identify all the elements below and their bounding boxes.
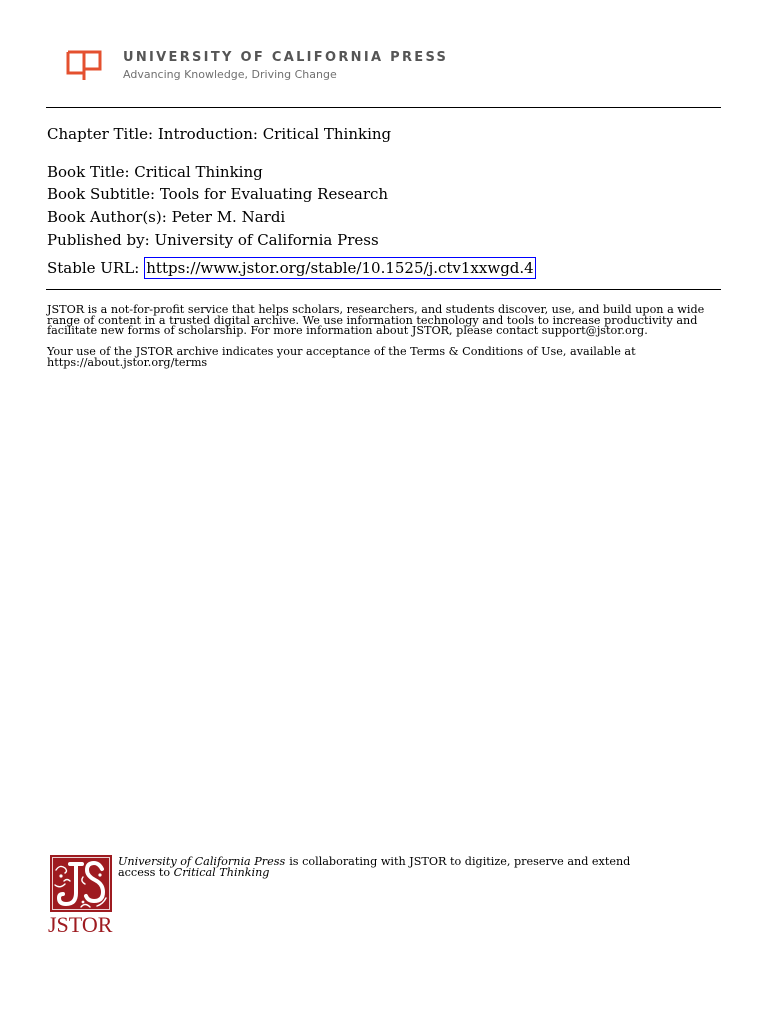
- header-divider: [46, 107, 721, 108]
- collaboration-statement: [118, 856, 630, 878]
- collaboration-line-2: [118, 867, 630, 878]
- publisher-line: [47, 231, 379, 249]
- publisher-tagline: Advancing Knowledge, Driving Change: [123, 68, 337, 81]
- jstor-wordmark: JSTOR: [48, 912, 113, 937]
- terms-line: Your use of the JSTOR archive indicates your acceptance of the Terms & Conditions of Use, available at: [47, 345, 636, 358]
- publisher-name: UNIVERSITY OF CALIFORNIA PRESS: [123, 50, 449, 65]
- collaborating-publisher: University of California Press: [118, 854, 286, 868]
- book-subtitle-value: Tools for Evaluating Research: [159, 185, 389, 203]
- book-title-line: [47, 163, 263, 181]
- about-line: facilitate new forms of scholarship. For more information about JSTOR, please contact support@jstor.org.: [47, 324, 648, 337]
- jstor-logo-icon: [50, 855, 112, 912]
- stable-url-line: [47, 257, 536, 279]
- book-author-value: Peter M. Nardi: [171, 208, 286, 226]
- book-title-value: Critical Thinking: [134, 163, 263, 181]
- publisher-label: Published by:: [47, 231, 150, 249]
- uc-press-logo-icon: [66, 50, 102, 82]
- book-title-label: Book Title:: [47, 163, 130, 181]
- chapter-title-value: Introduction: Critical Thinking: [157, 125, 392, 143]
- collaboration-book-title: Critical Thinking: [173, 865, 270, 879]
- publisher-value: University of California Press: [154, 231, 379, 249]
- about-line: JSTOR is a not-for-profit service that helps scholars, researchers, and students discover, use, and build upon a wide: [47, 303, 705, 316]
- book-author-label: Book Author(s):: [47, 208, 167, 226]
- chapter-title-label: Chapter Title:: [47, 125, 154, 143]
- about-line: range of content in a trusted digital archive. We use information technology and tools to increase productivity and: [47, 313, 698, 327]
- chapter-title-line: [47, 125, 391, 143]
- stable-url-label: Stable URL:: [47, 259, 140, 277]
- book-subtitle-line: [47, 185, 388, 203]
- jstor-about-paragraph: [47, 305, 704, 337]
- collaboration-text: is collaborating with JSTOR to digitize, preserve and extend: [289, 854, 631, 868]
- stable-url-link[interactable]: https://www.jstor.org/stable/10.1525/j.ctv1xxwgd.4: [146, 259, 534, 277]
- terms-line: https://about.jstor.org/terms: [47, 355, 208, 369]
- access-prefix: access to: [118, 865, 171, 879]
- notice-divider: [46, 289, 721, 290]
- book-author-line: [47, 208, 285, 226]
- terms-paragraph: [47, 347, 636, 368]
- book-subtitle-label: Book Subtitle:: [47, 185, 156, 203]
